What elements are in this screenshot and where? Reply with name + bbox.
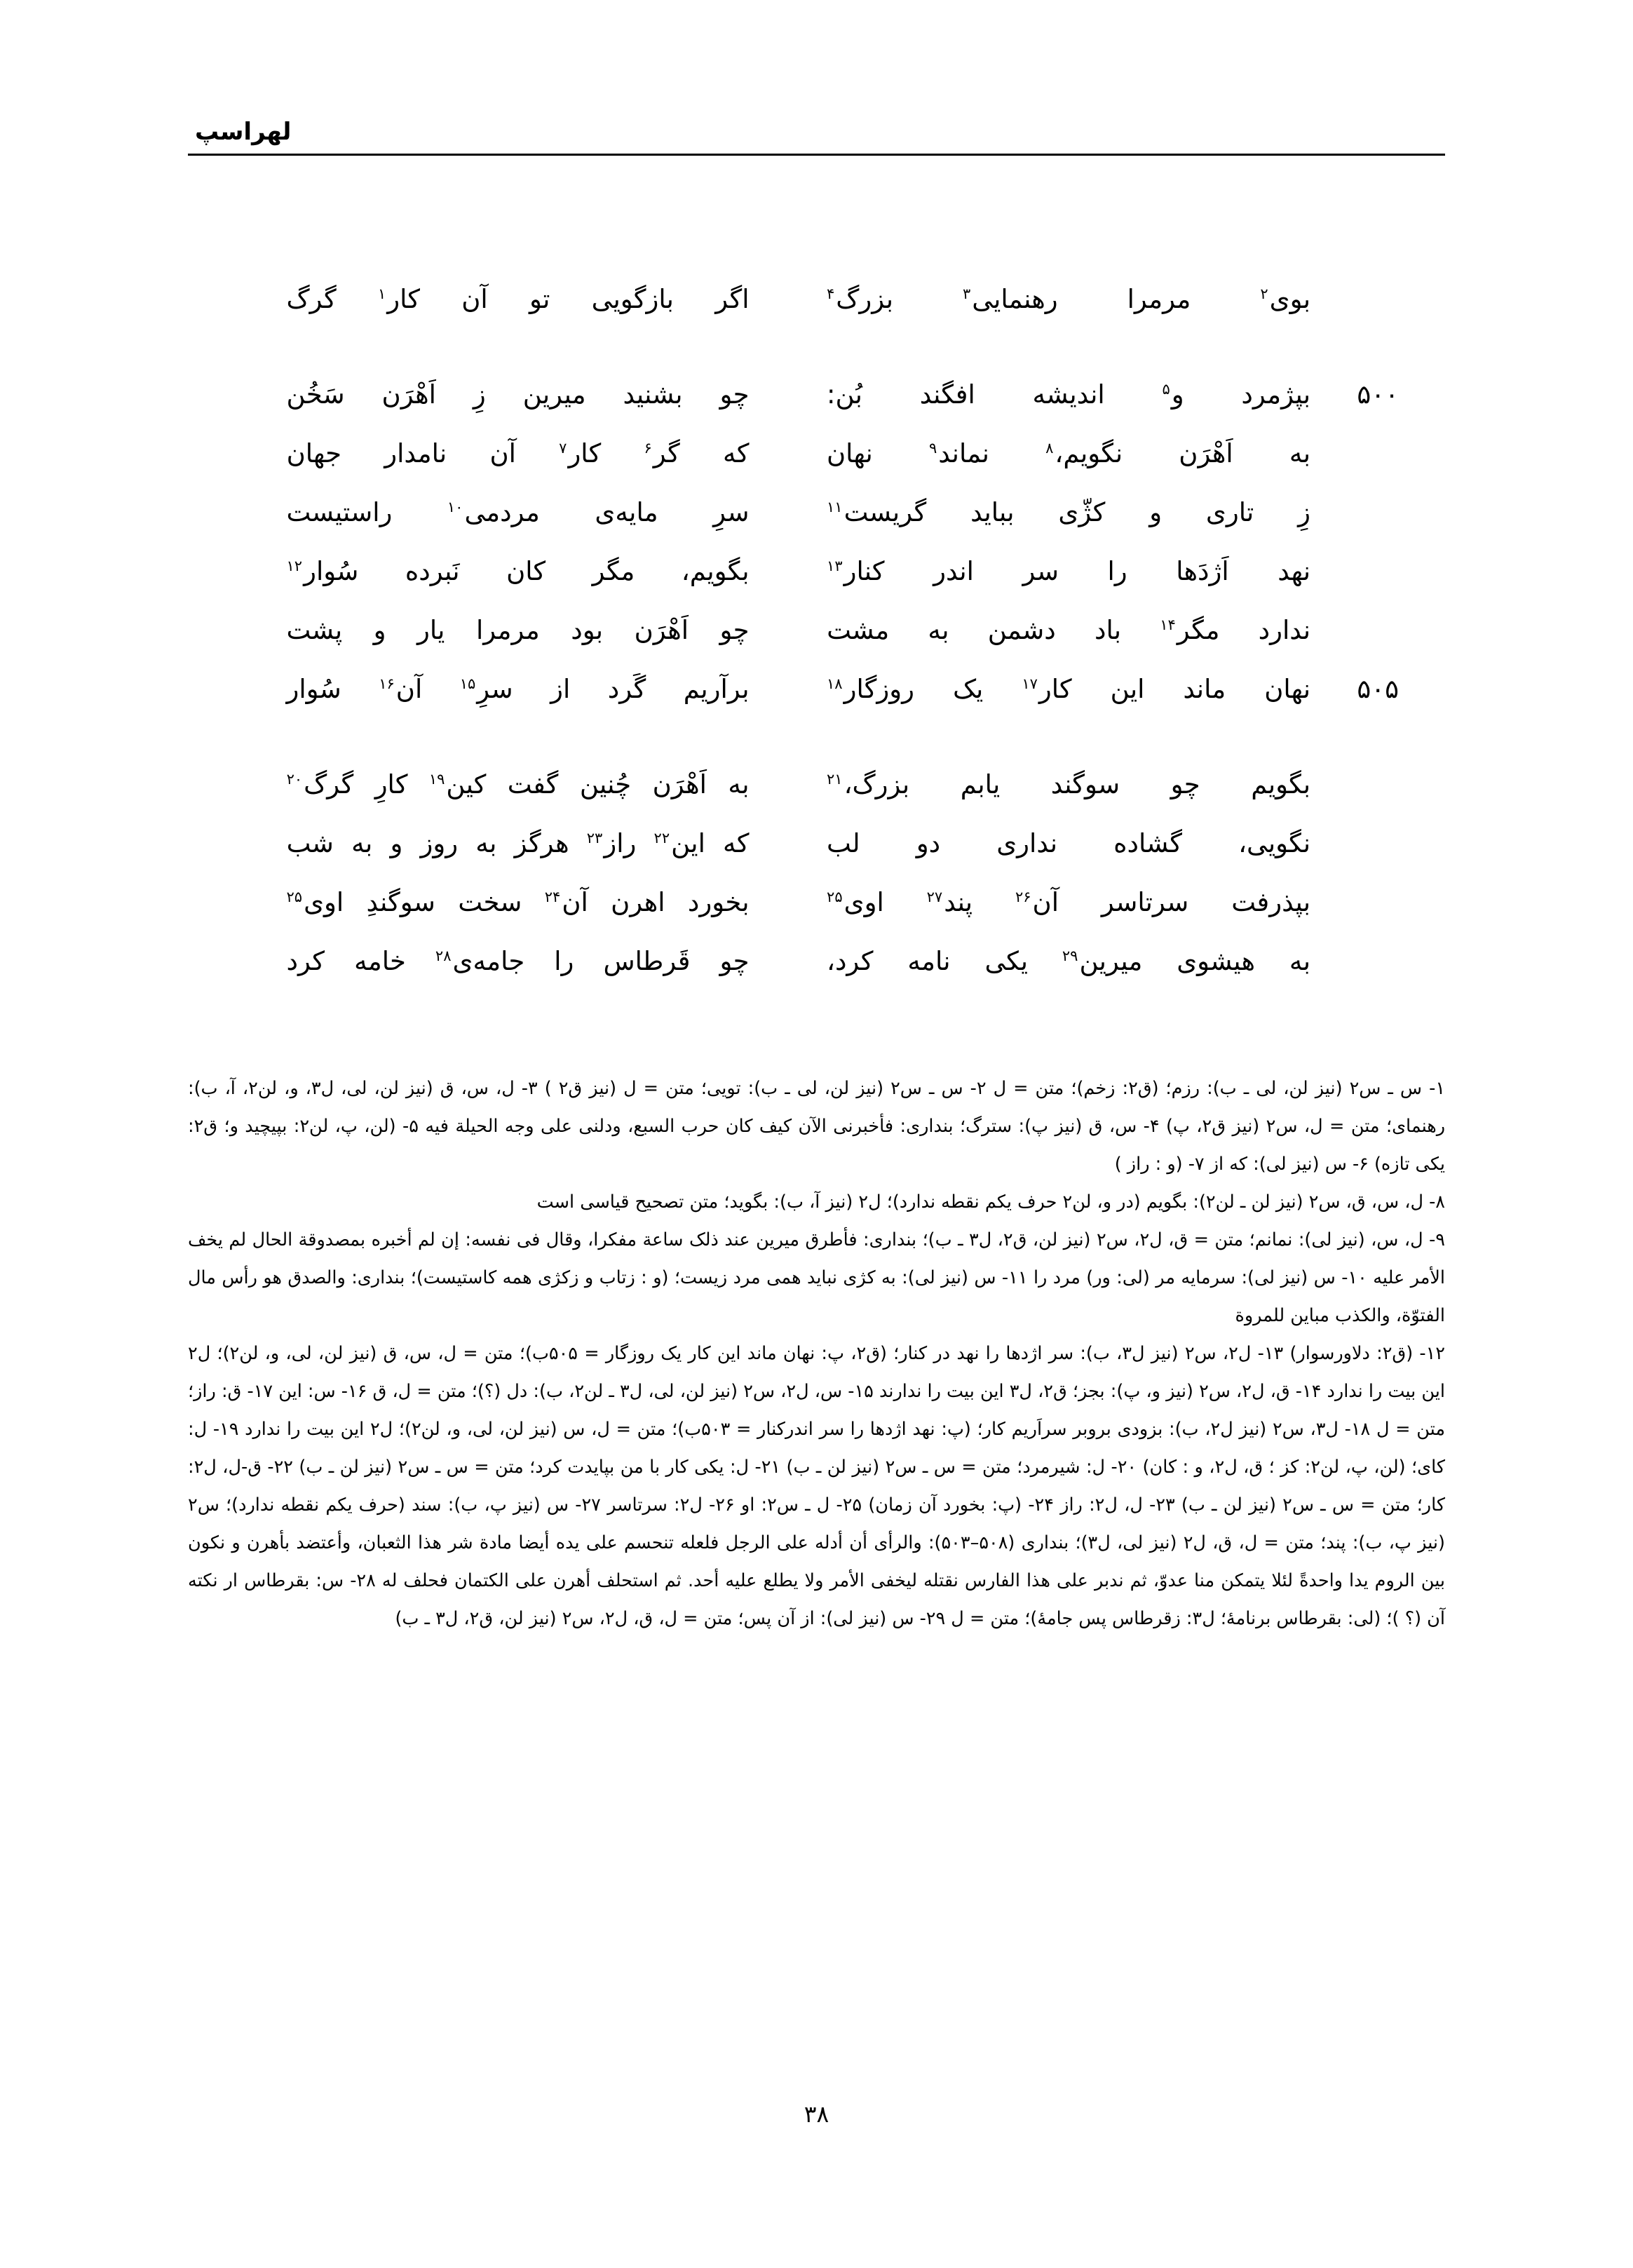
footnote-marker: ۲۱: [827, 770, 843, 788]
verse-word: افگند: [919, 379, 975, 410]
page-number: ۳۸: [804, 2100, 829, 2128]
verse-word: نامه: [907, 946, 951, 976]
footnote-marker: ۲: [1260, 285, 1268, 302]
verse-word: به: [728, 769, 750, 799]
footnote-marker: ۲۷: [926, 888, 943, 905]
verse-word: بزرگ$^۴$: [827, 284, 893, 314]
verse-line: [188, 542, 1445, 601]
verse-word: اَهْرَن: [1179, 438, 1233, 468]
verse-word: دشمن: [987, 615, 1056, 645]
verse-word: بخورد: [687, 887, 750, 917]
verse-word: این: [1110, 674, 1145, 704]
verse-word: بشنید: [623, 379, 683, 410]
verse-word: نَبرده: [405, 556, 460, 586]
verse-word: یار: [417, 615, 445, 645]
verse-word: سرتاسر: [1101, 887, 1189, 917]
verse-word: مشت: [827, 615, 890, 645]
verse-word: گرگ$^{۲۰}$: [286, 769, 354, 799]
hemistich-b: [750, 270, 1341, 329]
hemistich-a: [188, 660, 750, 719]
verse-line: [188, 873, 1445, 932]
critical-apparatus: [188, 1069, 1445, 1638]
verse-word: مرمرا: [1127, 284, 1191, 314]
verse-word: تو: [529, 284, 550, 314]
verse-word: بود: [571, 615, 604, 645]
hemistich-b: [750, 542, 1341, 601]
verse-word: را: [554, 946, 574, 976]
verse-word: بگویم،: [681, 556, 750, 586]
verse-word: نداری: [996, 828, 1058, 858]
verse-word: بپذرفت: [1231, 887, 1310, 917]
verse-word: چو: [1170, 769, 1200, 799]
hemistich-b: [750, 932, 1341, 991]
verse-word: آن: [489, 438, 516, 468]
verse-word: بازگویی: [591, 284, 674, 314]
verse-word: گر$^۶$: [644, 438, 680, 468]
verse-word: جهان: [286, 438, 341, 468]
verse-word: یک: [952, 674, 984, 704]
verse-word: که: [723, 828, 750, 858]
hemistich-b: [750, 755, 1341, 814]
verse-word: مگر: [592, 556, 635, 586]
verse-word: یکی: [984, 946, 1029, 976]
footnote-marker: ۹: [928, 439, 937, 457]
verse-word: آن$^{۲۴}$: [544, 887, 588, 917]
verse-word: چو: [719, 946, 750, 976]
verse-word: کژّی: [1058, 497, 1106, 527]
verse-word: کان: [506, 556, 546, 586]
apparatus-paragraph: ۹- ل، س، (نیز لی): نمانم؛ متن = ق، ل۲، س۲ (نیز لن، ق۲، ل۳ ـ ب)؛ بنداری: فأطرق میرین عند ذلک ساعة مفکرا، وقال فی نفسه: إن لم أخبره بمصدوقة الحال لم یخف الأمر علیه ۱۰- س (نیز لی): سرمایه مر (لی: ور) مرد را ۱۱- س (نیز لی): به کژی نباید همی مرد زیست؛ (و : زتاب و زکژی همه کاستیست)؛ بنداری: والصدق هو رأس مال الفتوّة، والکذب مباین للمروة: [188, 1229, 1446, 1326]
verse-line: [188, 424, 1445, 483]
verse-line: [188, 270, 1445, 329]
verse-word: اَهْرَن: [652, 769, 707, 799]
footnote-marker: ۲۶: [1015, 888, 1031, 905]
verse-number: ۵۰۰: [1357, 379, 1399, 410]
verse-word: نهان: [1264, 674, 1310, 704]
verse-word: به: [1289, 946, 1310, 976]
footnote-marker: ۱۴: [1160, 616, 1176, 633]
verse-word: سَخُن: [286, 379, 345, 410]
verse-word: و: [373, 615, 386, 645]
verse-group-3: [188, 755, 1445, 991]
verse-word: نامدار: [384, 438, 447, 468]
verse-word: ماند: [1183, 674, 1226, 704]
verse-word: هیشوی: [1177, 946, 1255, 976]
hemistich-b: [750, 424, 1341, 483]
hemistich-b: [750, 873, 1341, 932]
verse-word: مگر$^{۱۴}$: [1160, 615, 1220, 645]
verse-word: نماند$^۹$: [928, 438, 989, 468]
verse-word: کرد: [286, 946, 325, 976]
verse-word: اَهْرَن: [381, 379, 436, 410]
verse-word: روزگار$^{۱۸}$: [827, 674, 914, 704]
verse-word: به: [475, 828, 497, 858]
verse-word: کرد،: [827, 946, 874, 976]
verse-word: کین$^{۱۹}$: [428, 769, 487, 799]
verse-word: اندیشه: [1032, 379, 1105, 410]
verse-word: و: [390, 828, 403, 858]
verse-word: گفت: [507, 769, 559, 799]
verse-word: اگر: [715, 284, 750, 314]
verse-word: آن$^{۲۶}$: [1015, 887, 1059, 917]
verse-word: خامه: [354, 946, 406, 976]
verse-word: یابم: [960, 769, 1001, 799]
verse-word: نهد: [1278, 556, 1310, 586]
verse-word: که: [723, 438, 750, 468]
hemistich-a: [188, 873, 750, 932]
verse-word: راز$^{۲۳}$: [586, 828, 637, 858]
verse-word: کنار$^{۱۳}$: [827, 556, 885, 586]
verse-word: گَرد: [607, 674, 646, 704]
verse-word: سُوار$^{۱۲}$: [286, 556, 359, 586]
verse-word: میرین$^{۲۹}$: [1062, 946, 1143, 976]
header-rule-divider: [188, 154, 1445, 156]
hemistich-a: [188, 814, 750, 873]
footnote-marker: ۵: [1162, 380, 1170, 398]
verse-word: اهرن: [611, 887, 665, 917]
apparatus-paragraph: ۸- ل، س، ق، س۲ (نیز لن ـ لن۲): بگویم (در و، لن۲ حرف یکم نقطه ندارد)؛ ل۲ (نیز آ، ب): بگوید؛ متن تصحیح قیاسی است: [536, 1192, 1445, 1213]
verse-word: قَرطاس: [603, 946, 691, 976]
footnote-marker: ۶: [644, 439, 652, 457]
verse-word: مایه‌ی: [595, 497, 658, 527]
footnote-marker: ۱۶: [379, 675, 395, 692]
verse-word: سرِ: [713, 497, 750, 527]
verse-word: نهان: [827, 438, 873, 468]
hemistich-a: [188, 365, 750, 424]
verse-word: کار$^۱$: [377, 284, 420, 314]
verse-word: هرگز: [514, 828, 569, 858]
verse-word: بپژمرد: [1241, 379, 1310, 410]
footnote-marker: ۱: [377, 285, 386, 302]
verse-word: سرِ$^{۱۵}$: [459, 674, 513, 704]
verse-word: سوگندِ: [366, 887, 435, 917]
hemistich-b: [750, 814, 1341, 873]
verse-word: چُنین: [579, 769, 632, 799]
verse-word: ندارد: [1258, 615, 1310, 645]
footnote-marker: ۴: [827, 285, 835, 302]
verse-word: سخت: [458, 887, 522, 917]
verse-word: پند$^{۲۷}$: [926, 887, 973, 917]
footnote-marker: ۱۰: [447, 498, 463, 515]
verse-line: [188, 932, 1445, 991]
verse-word: بوی$^۲$: [1260, 284, 1310, 314]
running-head: [188, 119, 1445, 182]
footnote-marker: ۲۰: [286, 770, 303, 788]
verse-word: آن$^{۱۶}$: [379, 674, 423, 704]
verse-word: اندر: [933, 556, 974, 586]
verse-word: گشاده: [1113, 828, 1182, 858]
footnote-marker: ۳: [962, 285, 971, 302]
verse-group-2: [188, 365, 1445, 719]
footnote-marker: ۲۴: [544, 888, 561, 905]
hemistich-a: [188, 424, 750, 483]
footnote-marker: ۸: [1045, 439, 1054, 457]
verse-word: به: [928, 615, 949, 645]
verse-word: زِ: [473, 379, 486, 410]
footnote-marker: ۲۳: [586, 829, 603, 846]
footnote-marker: ۱۵: [459, 675, 476, 692]
verse-word: به: [351, 828, 373, 858]
apparatus-paragraph: ۱- س ـ س۲ (نیز لن، لی ـ ب): رزم؛ (ق۲: زخم)؛ متن = ل ۲- س ـ س۲ (نیز لن، لی ـ ب): تویی؛ متن = ل (نیز ق۲ ) ۳- ل، س، ق (نیز لن، لی، ل۳، و، لن۲، آ، ب): رهنمای؛ متن = ل، س۲ (نیز ق۲، پ) ۴- س، ق (نیز پ): سترگ؛ بنداری: فأخبرنی الآن کیف کان حرب السبع، ودلنی علی وجه الحیلة فیه ۵- (لن، پ، لن۲: بپیچید و؛ ق۲: یکی تازه) ۶- س (نیز لی): که از ۷- (و : راز ): [188, 1078, 1446, 1175]
verse-word: زِ: [1298, 497, 1310, 527]
verse-word: رهنمایی$^۳$: [962, 284, 1058, 314]
hemistich-b: [750, 660, 1341, 719]
verse-line: [188, 660, 1445, 719]
footnote-marker: ۷: [559, 439, 567, 457]
verse-line: [188, 365, 1445, 424]
verse-word: جامه‌ی$^{۲۸}$: [435, 946, 525, 976]
hemistich-b: [750, 365, 1341, 424]
verse-word: بزرگ،$^{۲۱}$: [827, 769, 910, 799]
verse-word: برآریم: [683, 674, 750, 704]
verse-word: و$^۵$: [1162, 379, 1184, 410]
verse-line: [188, 755, 1445, 814]
verse-word: باد: [1094, 615, 1122, 645]
footnote-marker: ۲۸: [435, 947, 452, 964]
running-head-title: لهراسپ: [195, 118, 292, 146]
footnote-marker: ۱۲: [286, 557, 303, 574]
verse-word: اَهْرَن: [634, 615, 689, 645]
verse-word: روز: [420, 828, 459, 858]
hemistich-a: [188, 932, 750, 991]
hemistich-a: [188, 601, 750, 660]
footnote-marker: ۱۳: [827, 557, 843, 574]
verse-word: پشت: [286, 615, 343, 645]
verse-word: راستیست: [286, 497, 393, 527]
verse-word: چو: [719, 615, 750, 645]
verse-word: لب: [827, 828, 860, 858]
verse-word: این$^{۲۲}$: [653, 828, 705, 858]
verse-word: نگویم،$^۸$: [1045, 438, 1123, 468]
footnote-marker: ۱۸: [827, 675, 843, 692]
apparatus-paragraph: ۱۲- (ق۲: دلاورسوار) ۱۳- ل۲، س۲ (نیز ل۳، ب): سر اژدها را نهد در کنار؛ (ق۲، پ: نهان ماند این کار یک روزگار = ۵۰۵ب)؛ متن = ل، س، ق (نیز لن، لی، و، لن۲)؛ ل۲ این بیت را ندارد ۱۴- ق، ل۲، س۲ (نیز و، پ): بجز؛ ق۲، ل۳ این بیت را ندارند ۱۵- س، ل۲، س۲ (نیز لن، لی، ل۳ ـ لن۲، ب): دل (؟)؛ متن = ل، ق ۱۶- س: این ۱۷- ق: راز؛ متن = ل ۱۸- ل۳، س۲ (نیز ل۲، ب): بزودی بروبر سراَریم کار؛ (پ: نهد اژدها را سر اندرکنار = ۵۰۳ب)؛ متن = ل، س (نیز لن، لی، و، لن۲)؛ ل۲ این بیت را ندارد ۱۹- ل: کای؛ (لن، پ، لن۲: کز ؛ ق، ل۲، و : کان) ۲۰- ل: شیرمرد؛ متن = س ـ س۲ (نیز لن ـ ب) ۲۱- ل: یکی کار با من بپایدت کرد؛ متن = س ـ س۲ (نیز لن ـ ب) ۲۲- ق-ل، ل۲: کار؛ متن = س ـ س۲ (نیز لن ـ ب) ۲۳- ل، ل۲: راز ۲۴- (پ: بخورد آن زمان) ۲۵- ل ـ س۲: او ۲۶- ل۲: سرتاسر ۲۷- س (نیز پ، ب): سند (حرف یکم نقطه ندارد)؛ س۲ (نیز پ، ب): پند؛ متن = ل، ق، ل۲ (نیز لی، ل۳)؛ بنداری (۵۰۸–۵۰۳): والرأی أن أدله علی الرجل فلعله تنحسم علی یده أیضا مادة شر هذا الثعبان، وأعتضد بأهرن و نکون بین الروم یدا واحدةً لئلا یتمکن منا عدوّ، ثم ندبر علی هذا الفارس نقتله لیخفی الأمر ولا یطلع علیه أحد. ثم استحلف أهرن علی الکتمان فحلف له ۲۸- س: بقرطاس ار نکته آن (؟ )؛ (لی: بقرطاس برنامهٔ؛ ل۳: زقرطاس پس جامهٔ)؛ متن = ل ۲۹- س (نیز لی): از آن پس؛ متن = ل، ق، ل۲، س۲ (نیز لن، ق۲، ل۳ ـ ب): [188, 1343, 1446, 1629]
verse-word: اَژدَها: [1176, 556, 1229, 586]
footnote-marker: ۲۵: [827, 888, 843, 905]
verse-body: [188, 270, 1445, 991]
verse-word: اوی$^{۲۵}$: [827, 887, 884, 917]
verse-word: گرگ: [286, 284, 337, 314]
verse-word: سُوار: [286, 674, 341, 704]
verse-word: و: [1149, 497, 1163, 527]
hemistich-a: [188, 755, 750, 814]
footnote-marker: ۱۷: [1022, 675, 1038, 692]
verse-line: [188, 601, 1445, 660]
hemistich-b: [750, 483, 1341, 542]
verse-word: دو: [916, 828, 941, 858]
verse-word: گریست$^{۱۱}$: [827, 497, 927, 527]
verse-word: نگویی،: [1238, 828, 1310, 858]
verse-word: بباید: [970, 497, 1015, 527]
verse-number: ۵۰۵: [1357, 674, 1399, 704]
verse-word: کارِ: [374, 769, 408, 799]
verse-word: مردمی$^{۱۰}$: [447, 497, 540, 527]
verse-word: به: [1289, 438, 1310, 468]
verse-word: آن: [461, 284, 488, 314]
verse-word: بُن:: [827, 379, 862, 410]
verse-word: تاری: [1205, 497, 1254, 527]
footnote-marker: ۲۵: [286, 888, 303, 905]
hemistich-a: [188, 483, 750, 542]
footnote-marker: ۱۹: [428, 770, 445, 788]
verse-word: بگویم: [1251, 769, 1310, 799]
verse-word: اوی$^{۲۵}$: [286, 887, 344, 917]
hemistich-b: [750, 601, 1341, 660]
verse-group-1: [188, 270, 1445, 329]
verse-word: کار$^۷$: [559, 438, 602, 468]
verse-word: را: [1107, 556, 1127, 586]
verse-line: [188, 814, 1445, 873]
verse-word: چو: [719, 379, 750, 410]
verse-word: میرین: [522, 379, 586, 410]
footnote-marker: ۲۹: [1062, 947, 1078, 964]
footnote-marker: ۲۲: [653, 829, 670, 846]
verse-line: [188, 483, 1445, 542]
footnote-marker: ۱۱: [827, 498, 843, 515]
verse-word: شب: [286, 828, 334, 858]
verse-word: سوگند: [1050, 769, 1120, 799]
hemistich-a: [188, 542, 750, 601]
verse-word: سر: [1022, 556, 1059, 586]
verse-word: از: [550, 674, 571, 704]
verse-word: مرمرا: [475, 615, 540, 645]
verse-word: کار$^{۱۷}$: [1022, 674, 1072, 704]
hemistich-a: [188, 270, 750, 329]
